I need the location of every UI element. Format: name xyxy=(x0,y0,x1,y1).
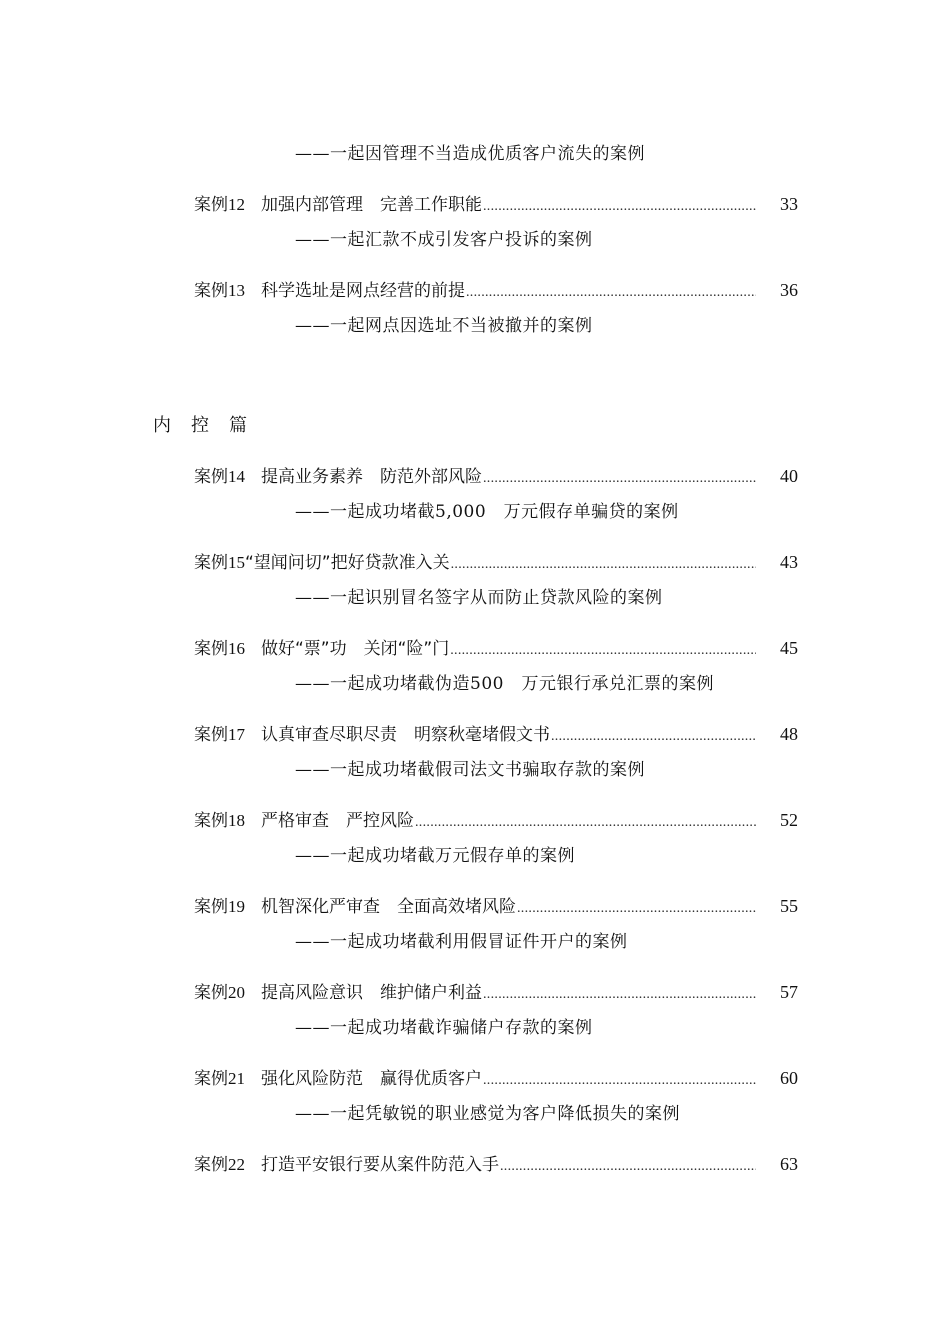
entry-subtitle: ——一起成功堵截伪造500 万元银行承兑汇票的案例 xyxy=(295,674,714,694)
case-number: 案例21 xyxy=(194,1069,245,1089)
dot-leader xyxy=(483,1069,756,1093)
case-number: 案例17 xyxy=(194,725,245,745)
dot-leader xyxy=(450,639,756,663)
page-number: 33 xyxy=(780,194,798,214)
toc-entry[interactable] xyxy=(194,1152,798,1176)
dot-leader xyxy=(483,467,756,491)
entry-subtitle: ——一起汇款不成引发客户投诉的案例 xyxy=(295,230,593,250)
toc-entry[interactable] xyxy=(194,808,798,832)
entry-title: 提高风险意识 维护储户利益 xyxy=(261,983,482,1003)
entry-title: 做好“票”功 关闭“险”门 xyxy=(261,639,450,659)
entry-title: 科学选址是网点经营的前提 xyxy=(261,281,465,301)
case-number: 案例13 xyxy=(194,281,245,301)
entry-subtitle: ——一起成功堵截假司法文书骗取存款的案例 xyxy=(295,760,645,780)
page-number: 40 xyxy=(780,466,798,486)
page-number: 52 xyxy=(780,810,798,830)
entry-subtitle: ——一起凭敏锐的职业感觉为客户降低损失的案例 xyxy=(295,1104,680,1124)
section-heading: 内控篇 xyxy=(153,415,267,436)
toc-entry[interactable] xyxy=(194,980,798,1004)
dot-leader xyxy=(415,811,756,835)
entry-subtitle: ——一起成功堵截诈骗储户存款的案例 xyxy=(295,1018,593,1038)
page-number: 55 xyxy=(780,896,798,916)
entry-title: 机智深化严审查 全面高效堵风险 xyxy=(261,897,516,917)
toc-entry[interactable] xyxy=(194,192,798,216)
entry-title: “望闻问切”把好贷款准入关 xyxy=(245,553,450,573)
entry-subtitle: ——一起因管理不当造成优质客户流失的案例 xyxy=(295,144,645,164)
entry-subtitle: ——一起成功堵截利用假冒证件开户的案例 xyxy=(295,932,628,952)
page-number: 60 xyxy=(780,1068,798,1088)
case-number: 案例16 xyxy=(194,639,245,659)
entry-title: 强化风险防范 赢得优质客户 xyxy=(261,1069,482,1089)
page-number: 45 xyxy=(780,638,798,658)
case-number: 案例22 xyxy=(194,1155,245,1175)
toc-entry[interactable] xyxy=(194,1066,798,1090)
toc-entry[interactable] xyxy=(194,722,798,746)
dot-leader xyxy=(483,195,756,219)
entry-title: 打造平安银行要从案件防范入手 xyxy=(261,1155,499,1175)
toc-entry[interactable] xyxy=(194,894,798,918)
toc-entry[interactable] xyxy=(194,278,798,302)
page-number: 43 xyxy=(780,552,798,572)
page-number: 48 xyxy=(780,724,798,744)
case-number: 案例14 xyxy=(194,467,245,487)
page-number: 57 xyxy=(780,982,798,1002)
entry-subtitle: ——一起识别冒名签字从而防止贷款风险的案例 xyxy=(295,588,663,608)
dot-leader xyxy=(500,1155,756,1179)
case-number: 案例15 xyxy=(194,553,245,573)
case-number: 案例19 xyxy=(194,897,245,917)
entry-subtitle: ——一起成功堵截万元假存单的案例 xyxy=(295,846,575,866)
entry-title: 认真审查尽职尽责 明察秋毫堵假文书 xyxy=(261,725,550,745)
dot-leader xyxy=(466,281,756,305)
page-number: 36 xyxy=(780,280,798,300)
dot-leader xyxy=(551,725,756,749)
toc-entry[interactable] xyxy=(194,636,798,660)
entry-title: 提高业务素养 防范外部风险 xyxy=(261,467,482,487)
page-number: 63 xyxy=(780,1154,798,1174)
case-number: 案例20 xyxy=(194,983,245,1003)
entry-subtitle: ——一起成功堵截5,000 万元假存单骗贷的案例 xyxy=(295,502,679,522)
entry-title: 严格审查 严控风险 xyxy=(261,811,414,831)
case-number: 案例12 xyxy=(194,195,245,215)
dot-leader xyxy=(451,553,756,577)
entry-subtitle: ——一起网点因选址不当被撤并的案例 xyxy=(295,316,593,336)
dot-leader xyxy=(483,983,756,1007)
entry-title: 加强内部管理 完善工作职能 xyxy=(261,195,482,215)
dot-leader xyxy=(517,897,756,921)
toc-entry[interactable] xyxy=(194,464,798,488)
case-number: 案例18 xyxy=(194,811,245,831)
toc-entry[interactable] xyxy=(194,550,798,574)
